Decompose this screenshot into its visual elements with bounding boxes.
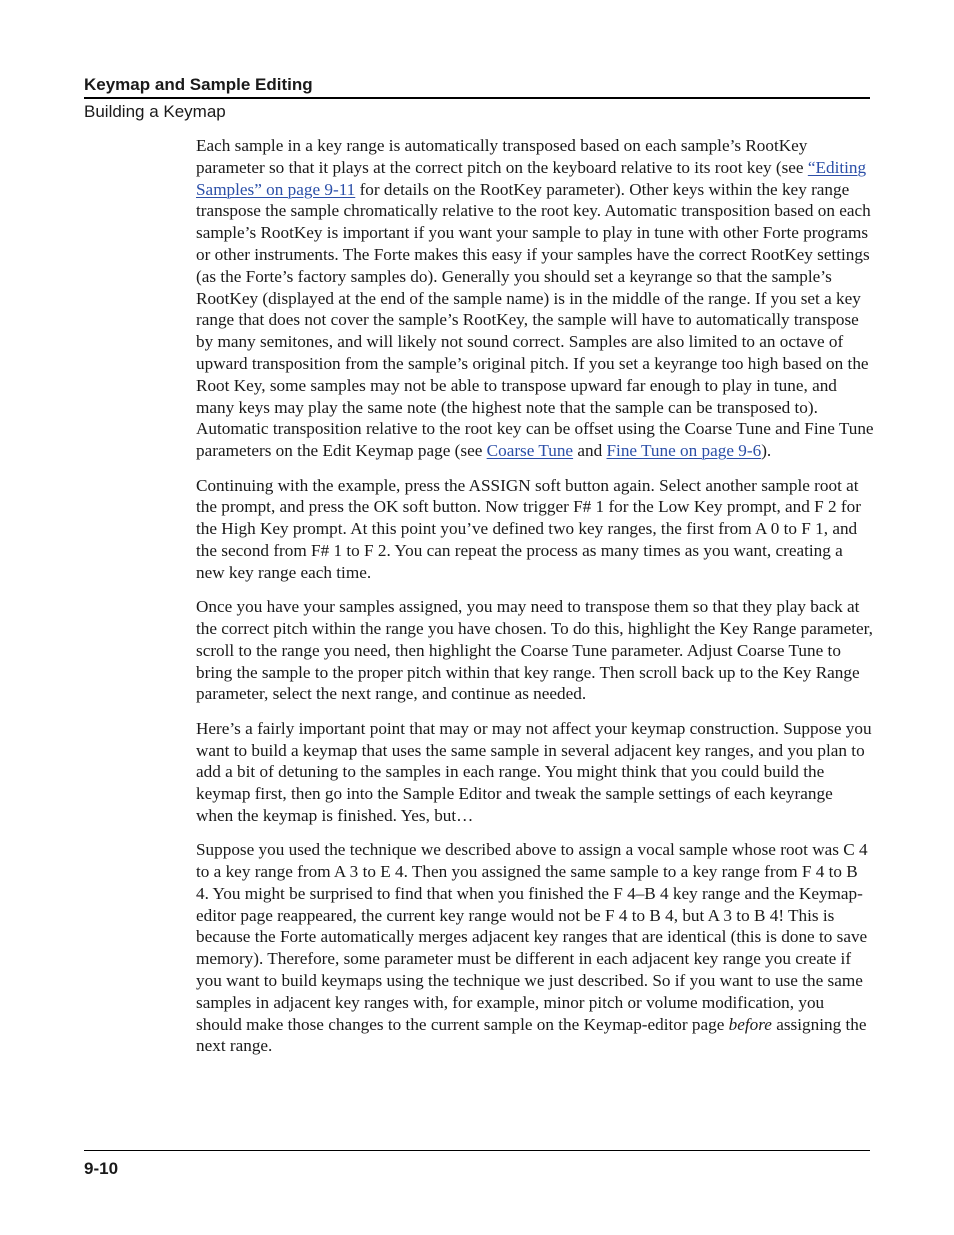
text-run: Each sample in a key range is automatically transposed based on each sample’s RootKey parameter so that it plays at the correct pitch on the keyboard relative to its root key (see — [196, 136, 808, 177]
text-run: for details on the RootKey parameter). Other keys within the key range transpose the sample chromatically relative to the root key. Automatic transposition based on each sample’s RootKey is important if you want your sample to play in tune with other Forte programs or other instruments. The Forte makes this easy if your samples have the correct RootKey settings (as the Forte’s factory samples do). Generally you should set a keyrange so that the sample’s RootKey (displayed at the end of the sample name) is in the middle of the range. If you set a key range that does not cover the sample’s RootKey, the sample will have to automatically transpose by many semitones, and will likely not sound correct. Samples are also limited to an octave of upward transposition from the sample’s original pitch. If you set a keyrange too high based on the Root Key, some samples may not be able to transpose upward far enough to play in tune, and many keys may play the same note (the highest note that the sample can be transposed to). Automatic transposition relative to the root key can be offset using the Coarse Tune and Fine Tune parameters on the Edit Keymap page (see — [196, 179, 874, 461]
page-header — [84, 74, 870, 123]
link-editing-samples[interactable]: “Editing Samples” on page 9-11 — [196, 157, 867, 199]
paragraph-rootkey-transposition — [196, 135, 874, 462]
chapter-title: Keymap and Sample Editing — [84, 74, 870, 99]
paragraph-merge-key-ranges — [196, 839, 874, 1057]
body-text — [196, 135, 874, 1057]
text-run: assigning the next range. — [196, 1014, 867, 1056]
section-title: Building a Keymap — [84, 102, 226, 121]
page-number: 9-10 — [84, 1159, 119, 1178]
text-run: Suppose you used the technique we described above to assign a vocal sample whose root was C 4 to a key range from A 3 to E 4. Then you assigned the same sample to a key range from F 4 to B 4. You might be surprised to find that when you finished the F 4–B 4 key range and the Keymap-editor page reappeared, the current key range would not be F 4 to B 4, but A 3 to B 4! This is because the Forte automatically merges adjacent key ranges that are identical (this is done to save memory). Therefore, some parameter must be different in each adjacent key range you create if you want to build keymaps using the technique we just described. So if you want to use the same samples in adjacent key ranges with, for example, minor pitch or volume modification, you should make those changes to the current sample on the Keymap-editor page — [196, 840, 868, 1034]
paragraph-continuing-example: Continuing with the example, press the ASSIGN soft button again. Select another sample root at the prompt, and press the OK soft button. Now trigger F# 1 for the Low Key prompt, and F 2 for the High Key prompt. At this point you’ve defined two key ranges, the first from A 0 to F 1, and the second from F# 1 to F 2. You can repeat the process as many times as you want, creating a new key range each time. — [196, 475, 861, 582]
footer-rule — [84, 1150, 870, 1151]
text-run: ). — [761, 441, 772, 461]
link-coarse-tune[interactable]: Coarse Tune — [486, 441, 574, 461]
paragraph-transpose-samples: Once you have your samples assigned, you may need to transpose them so that they play back at the correct pitch within the range you have chosen. To do this, highlight the Key Range parameter, scroll to the range you need, then highlight the Coarse Tune parameter. Adjust Coarse Tune to bring the sample to the proper pitch within that key range. Then scroll back up to the Key Range parameter, select the next range, and continue as needed. — [196, 597, 873, 704]
emphasis-before: before — [728, 1014, 772, 1034]
text-run: and — [573, 441, 607, 461]
link-fine-tune[interactable]: Fine Tune on page 9-6 — [606, 441, 762, 461]
paragraph-important-point: Here’s a fairly important point that may or may not affect your keymap construction. Suppose you want to build a keymap that uses the same sample in several adjacent key ranges, and you plan to add a bit of detuning to the samples in each range. You might think that you could build the keymap first, then go into the Sample Editor and tweak the sample settings of each keyrange when the keymap is finished. Yes, but… — [196, 718, 872, 825]
